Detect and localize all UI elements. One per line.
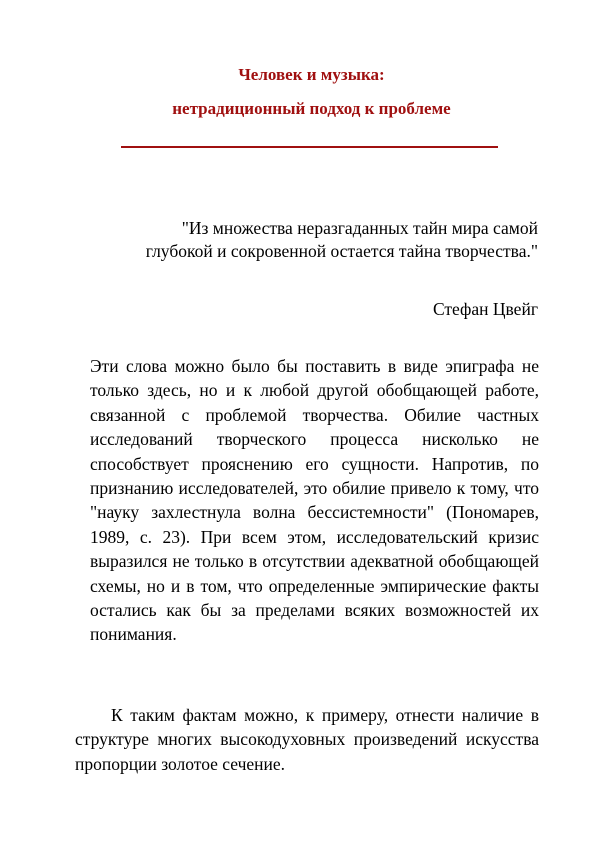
body-paragraph-2: К таким фактам можно, к примеру, отнести наличие в структуре многих высокодуховных произведений искусства пропорции золотое сечение. <box>75 705 539 774</box>
epigraph-quote <box>118 217 538 263</box>
epigraph-quote-text: "Из множества неразгаданных тайн мира самой глубокой и сокровенной остается тайна творчества." <box>145 218 538 261</box>
document-title-line-2: нетрадиционный подход к проблеме <box>172 99 451 118</box>
document-title-line-1: Человек и музыка: <box>238 65 385 84</box>
epigraph-author: Стефан Цвейг <box>432 299 538 319</box>
body-paragraph-1: Эти слова можно было бы поставить в виде эпиграфа не только здесь, но и к любой другой обобщающей работе, связанной с проблемой творчества. Обилие частных исследований творческого процесса нисколько не способствует прояснению его сущности. Напротив, по признанию исследователей, это обилие привело к тому, что "науку захлестнула волна бессистемности" (Пономарев, 1989, с. 23). При всем этом, исследовательский кризис выразился не только в отсутствии адекватной обобщающей схемы, но и в том, что определенные эмпирические факты остались как бы за пределами всяких возможностей их понимания. <box>90 356 539 645</box>
title-underline-divider <box>121 146 498 148</box>
